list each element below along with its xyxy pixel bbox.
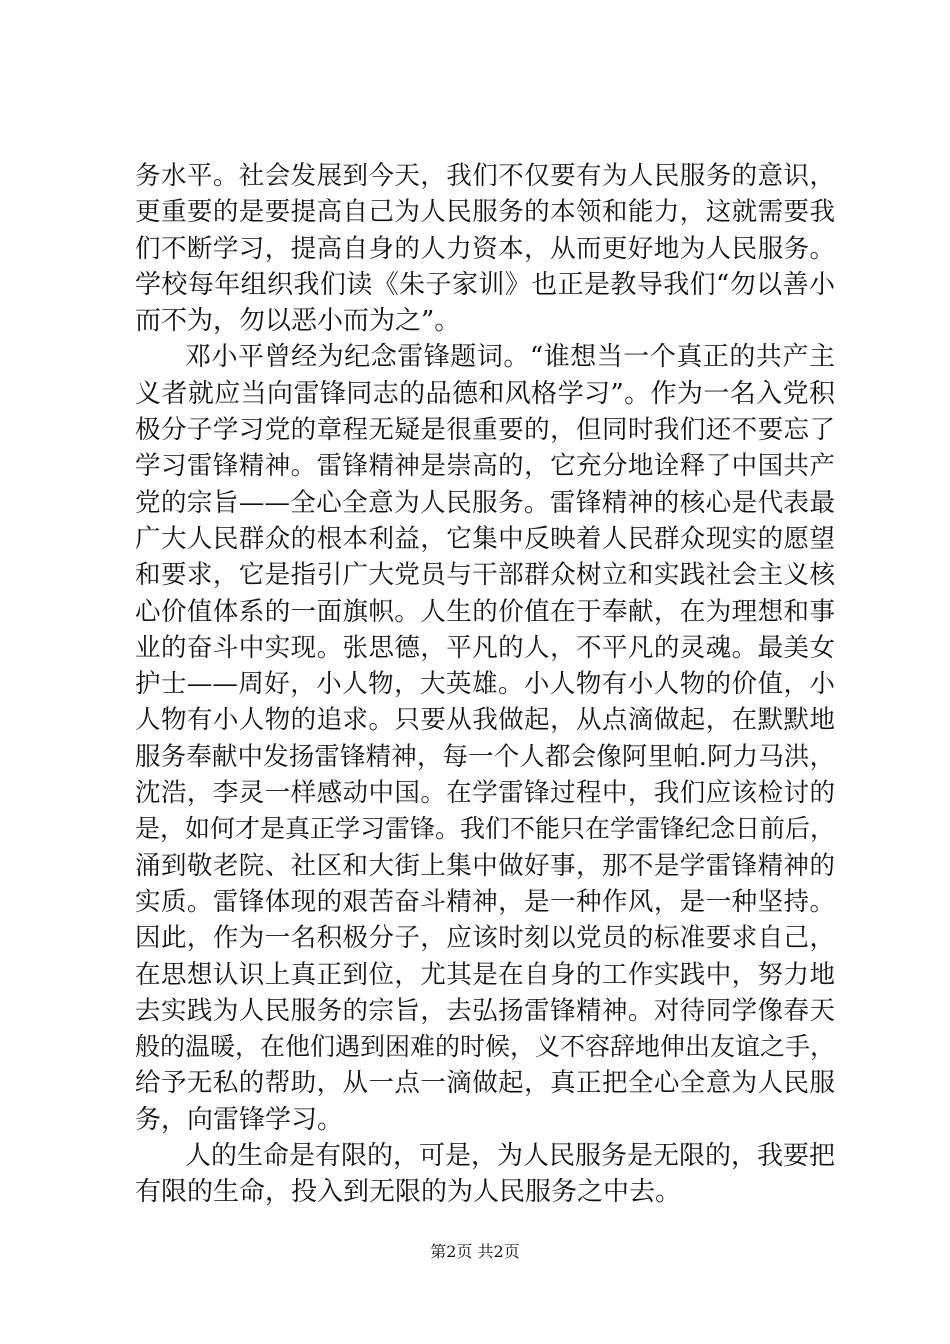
text-line: 给予无私的帮助，从一点一滴做起，真正把全心全意为人民服 [135, 1068, 835, 1099]
text-line: 义者就应当向雷锋同志的品德和风格学习”。作为一名入党积 [135, 378, 835, 409]
text-line: 们不断学习，提高自身的人力资本，从而更好地为人民服务。 [135, 233, 835, 264]
text-line: 沈浩，李灵一样感动中国。在学雷锋过程中，我们应该检讨的 [135, 778, 835, 809]
text-line: 护士——周好，小人物，大英雄。小人物有小人物的价值，小 [135, 669, 835, 700]
text-line: 人的生命是有限的，可是，为人民服务是无限的，我要把 [185, 1141, 836, 1172]
text-line: 邓小平曾经为纪念雷锋题词。“谁想当一个真正的共产主 [185, 342, 835, 373]
text-line: 有限的生命，投入到无限的为人民服务之中去。 [135, 1177, 682, 1208]
text-line: 人物有小人物的追求。只要从我做起，从点滴做起，在默默地 [135, 705, 835, 736]
text-line: 而不为，勿以恶小而为之”。 [135, 306, 461, 337]
text-line: 涌到敬老院、社区和大街上集中做好事，那不是学雷锋精神的 [135, 850, 835, 881]
text-line: 广大人民群众的根本利益，它集中反映着人民群众现实的愿望 [135, 523, 835, 554]
text-line: 务水平。社会发展到今天，我们不仅要有为人民服务的意识， [135, 161, 835, 191]
text-line: 心价值体系的一面旗帜。人生的价值在于奉献，在为理想和事 [135, 596, 835, 627]
text-line: 更重要的是要提高自己为人民服务的本领和能力，这就需要我 [135, 197, 835, 228]
text-line: 和要求，它是指引广大党员与干部群众树立和实践社会主义核 [135, 560, 835, 591]
text-line: 服务奉献中发扬雷锋精神，每一个人都会像阿里帕.阿力马洪， [135, 741, 835, 772]
paragraph-1 [135, 158, 835, 339]
text-line: 因此，作为一名积极分子，应该时刻以党员的标准要求自己， [135, 923, 835, 954]
paragraph-2 [135, 339, 835, 1138]
document-body [135, 158, 835, 1211]
text-line: 务，向雷锋学习。 [135, 1104, 344, 1135]
text-line: 学校每年组织我们读《朱子家训》也正是教导我们“勿以善小 [135, 269, 835, 300]
paragraph-3 [135, 1138, 835, 1211]
text-line: 极分子学习党的章程无疑是很重要的，但同时我们还不要忘了 [135, 415, 835, 446]
text-line: 党的宗旨——全心全意为人民服务。雷锋精神的核心是代表最 [135, 487, 835, 518]
page-number-footer: 第2页 共2页 [430, 1242, 520, 1261]
text-line: 在思想认识上真正到位，尤其是在自身的工作实践中，努力地 [135, 959, 835, 990]
text-line: 般的温暖，在他们遇到困难的时候，义不容辞地伸出友谊之手， [135, 1032, 836, 1062]
text-line: 业的奋斗中实现。张思德，平凡的人，不平凡的灵魂。最美女 [135, 632, 835, 663]
text-line: 学习雷锋精神。雷锋精神是崇高的，它充分地诠释了中国共产 [135, 451, 835, 482]
text-line: 实质。雷锋体现的艰苦奋斗精神，是一种作风，是一种坚持。 [135, 886, 835, 917]
text-line: 是，如何才是真正学习雷锋。我们不能只在学雷锋纪念日前后， [135, 814, 836, 844]
text-line: 去实践为人民服务的宗旨，去弘扬雷锋精神。对待同学像春天 [135, 995, 835, 1026]
